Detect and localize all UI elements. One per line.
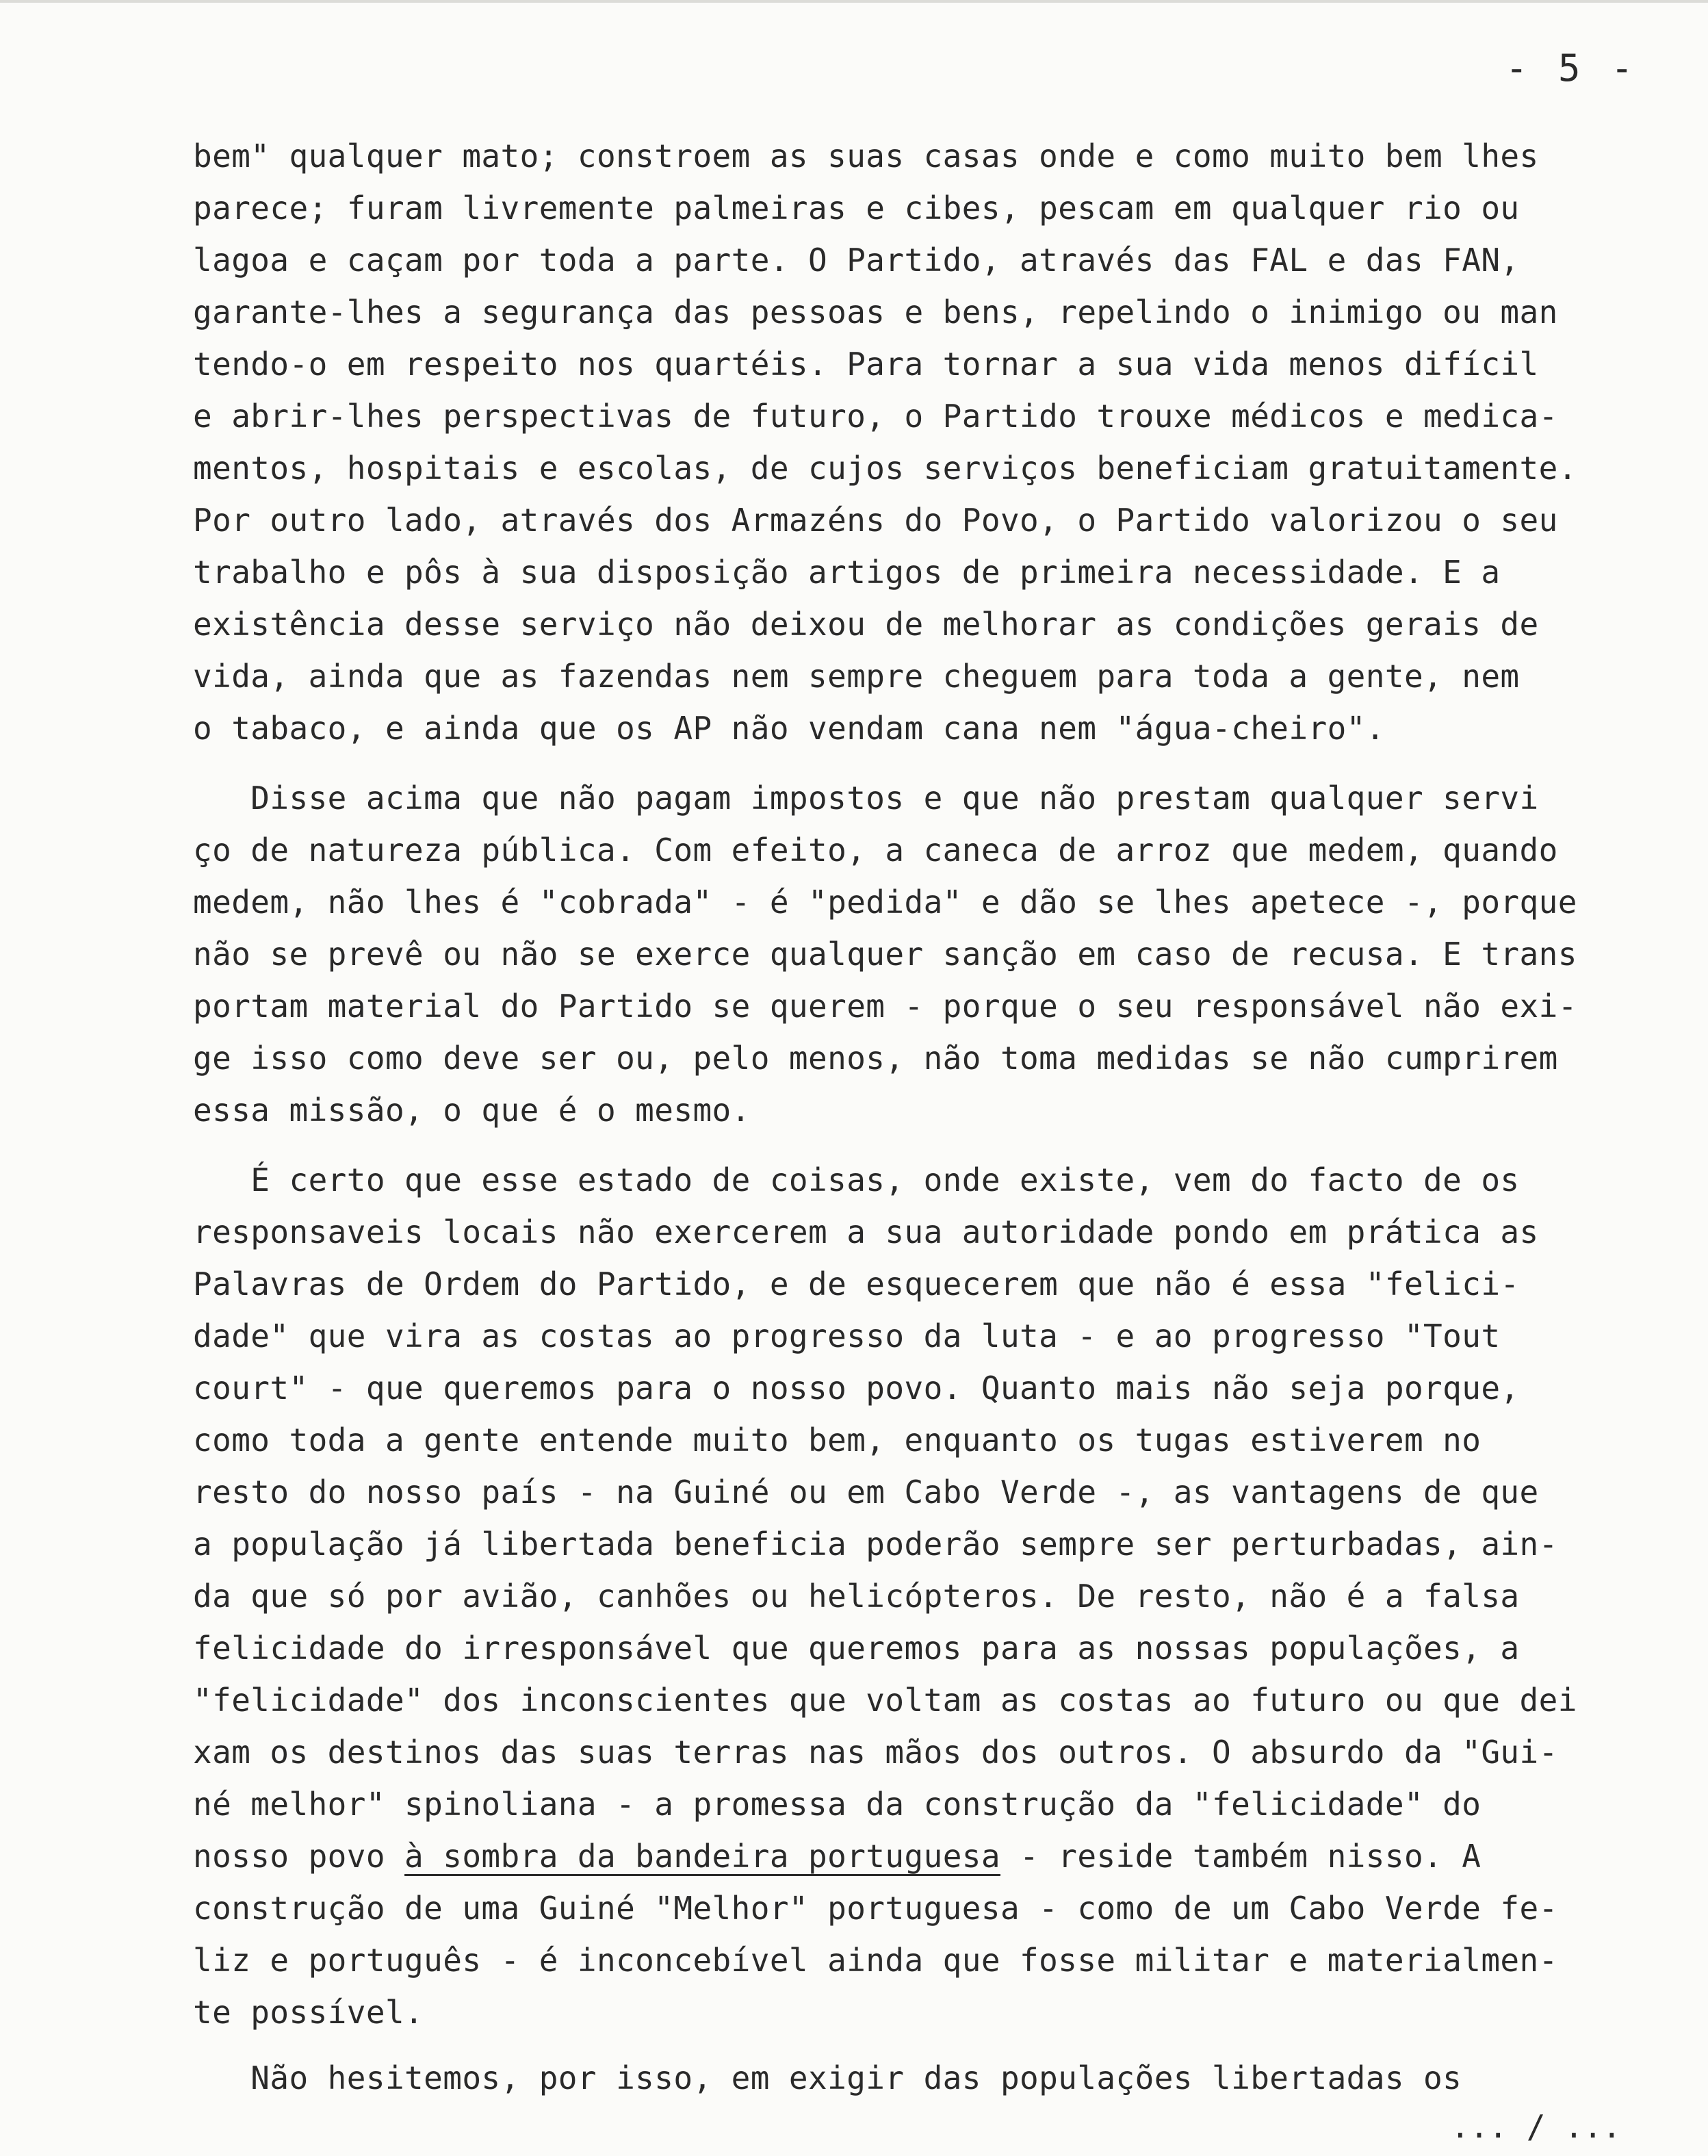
text-line: a população já libertada beneficia poderão sempre ser perturbadas, ain- [193, 1526, 1558, 1563]
underlined-phrase: à sombra da bandeira portuguesa [404, 1838, 1000, 1875]
text-line: existência desse serviço não deixou de melhorar as condições gerais de [193, 606, 1539, 643]
text-line: tendo-o em respeito nos quartéis. Para tornar a sua vida menos difícil [193, 346, 1539, 383]
text-line: garante-lhes a segurança das pessoas e bens, repelindo o inimigo ou man [193, 294, 1558, 331]
text-line: e abrir-lhes perspectivas de futuro, o Partido trouxe médicos e medica- [193, 398, 1558, 435]
text-line: ço de natureza pública. Com efeito, a caneca de arroz que medem, quando [193, 832, 1558, 869]
text-line: responsaveis locais não exercerem a sua autoridade pondo em prática as [193, 1214, 1539, 1250]
page-edge [0, 0, 1708, 3]
text-line: Não hesitemos, por isso, em exigir das populações libertadas os [193, 2059, 1462, 2096]
text-line: mentos, hospitais e escolas, de cujos serviços beneficiam gratuitamente. [193, 450, 1577, 487]
text-line: portam material do Partido se querem - porque o seu responsável não exi- [193, 988, 1577, 1025]
text-line: essa missão, o que é o mesmo. [193, 1092, 751, 1129]
text-line: bem" qualquer mato; constroem as suas casas onde e como muito bem lhes [193, 138, 1539, 175]
text-line-underlined [193, 1838, 1481, 1875]
text-line: felicidade do irresponsável que queremos para as nossas populações, a [193, 1630, 1520, 1667]
text-line: o tabaco, e ainda que os AP não vendam cana nem "água-cheiro". [193, 710, 1385, 747]
text-line: medem, não lhes é "cobrada" - é "pedida" e dão se lhes apetece -, porque [193, 884, 1577, 921]
text-line: resto do nosso país - na Guiné ou em Cabo Verde -, as vantagens de que [193, 1474, 1539, 1511]
text-line: vida, ainda que as fazendas nem sempre cheguem para toda a gente, nem [193, 658, 1520, 695]
text-line: da que só por avião, canhões ou helicópteros. De resto, não é a falsa [193, 1578, 1520, 1615]
text-line: construção de uma Guiné "Melhor" portuguesa - como de um Cabo Verde fe- [193, 1890, 1558, 1927]
text-line: como toda a gente entende muito bem, enquanto os tugas estiverem no [193, 1422, 1481, 1459]
text-line: court" - que queremos para o nosso povo. Quanto mais não seja porque, [193, 1370, 1520, 1407]
text-line: liz e português - é inconcebível ainda que fosse militar e materialmen- [193, 1942, 1558, 1979]
text-line: dade" que vira as costas ao progresso da luta - e ao progresso "Tout [193, 1318, 1501, 1355]
text-line: não se prevê ou não se exerce qualquer sanção em caso de recusa. E trans [193, 936, 1577, 973]
text-span: nosso povo [193, 1838, 405, 1875]
text-line: xam os destinos das suas terras nas mãos dos outros. O absurdo da "Gui- [193, 1734, 1558, 1771]
text-line: te possível. [193, 1994, 424, 2031]
continuation-mark: ... / ... [1451, 2108, 1622, 2145]
text-line: trabalho e pôs à sua disposição artigos de primeira necessidade. E a [193, 554, 1501, 591]
text-line: É certo que esse estado de coisas, onde existe, vem do facto de os [193, 1162, 1520, 1198]
text-line: lagoa e caçam por toda a parte. O Partido, através das FAL e das FAN, [193, 242, 1520, 279]
text-line: Disse acima que não pagam impostos e que não prestam qualquer servi [193, 780, 1539, 817]
text-line: parece; furam livremente palmeiras e cibes, pescam em qualquer rio ou [193, 190, 1520, 227]
text-line: Por outro lado, através dos Armazéns do Povo, o Partido valorizou o seu [193, 502, 1558, 539]
text-line: ge isso como deve ser ou, pelo menos, não toma medidas se não cumprirem [193, 1040, 1558, 1077]
page-number: - 5 - [1505, 47, 1638, 90]
text-span: - reside também nisso. A [1000, 1838, 1481, 1875]
text-line: Palavras de Ordem do Partido, e de esquecerem que não é essa "felici- [193, 1266, 1520, 1302]
text-line: "felicidade" dos inconscientes que voltam as costas ao futuro ou que dei [193, 1682, 1577, 1719]
text-line: né melhor" spinoliana - a promessa da construção da "felicidade" do [193, 1786, 1481, 1823]
